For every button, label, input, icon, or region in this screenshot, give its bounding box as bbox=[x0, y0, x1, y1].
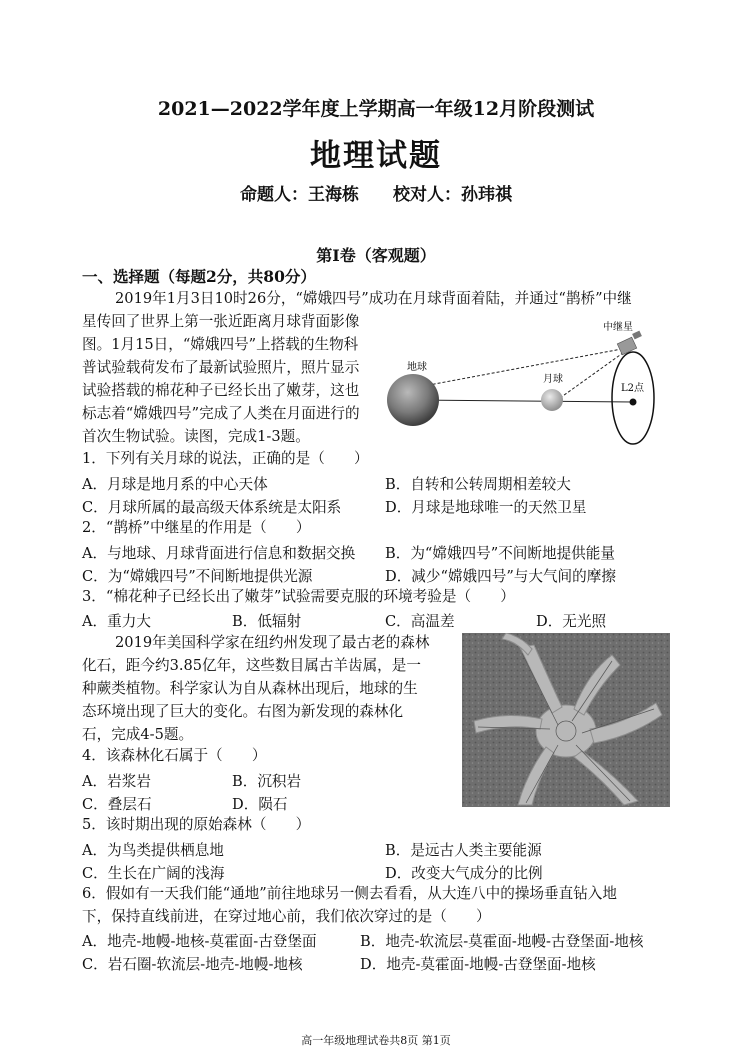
passage1-line: 普试验载荷发布了最新试验照片，照片显示 bbox=[82, 359, 360, 376]
question-stem: 4．该森林化石属于（ ） bbox=[82, 747, 267, 764]
option-a: A．月球是地月系的中心天体 bbox=[82, 476, 268, 493]
option-d: D．地壳-莫霍面-地幔-古登堡面-地核 bbox=[360, 956, 596, 973]
authors-line bbox=[0, 180, 752, 205]
option-c: C．岩石圈-软流层-地壳-地幔-地核 bbox=[82, 956, 303, 973]
setter-name: 命题人：王海栋 bbox=[240, 185, 360, 205]
earth-moon-relay-diagram bbox=[385, 318, 675, 448]
option-c: C．叠层石 bbox=[82, 796, 152, 813]
passage2-line: 化石，距今约3.85亿年，这些数目属古羊齿属，是一 bbox=[82, 657, 421, 674]
option-a: A．地壳-地幔-地核-莫霍面-古登堡面 bbox=[82, 933, 317, 950]
part-title: 第Ⅰ卷（客观题） bbox=[316, 246, 436, 265]
l2-label: L2点 bbox=[621, 383, 645, 394]
option-d: D．无光照 bbox=[536, 613, 607, 630]
subject-title: 地理试题 bbox=[310, 138, 442, 174]
passage2-line: 石，完成4-5题。 bbox=[82, 726, 194, 743]
option-c: C．为“嫦娥四号”不间断地提供光源 bbox=[82, 568, 313, 585]
option-b: B．地壳-软流层-莫霍面-地幔-古登堡面-地核 bbox=[360, 933, 644, 950]
option-d: D．减少“嫦娥四号”与大气间的摩擦 bbox=[385, 568, 616, 585]
question-stem-cont: 下，保持直线前进，在穿过地心前，我们依次穿过的是（ ） bbox=[82, 908, 491, 925]
passage1-line: 标志着“嫦娥四号”完成了人类在月面进行的 bbox=[82, 405, 360, 422]
option-c: C．高温差 bbox=[385, 613, 455, 630]
passage2-line: 态环境出现了巨大的变化。右图为新发现的森林化 bbox=[82, 703, 404, 720]
passage1-line: 首次生物试验。读图，完成1-3题。 bbox=[82, 428, 310, 445]
passage1-line: 2019年1月3日10时26分，“嫦娥四号”成功在月球背面着陆，并通过“鹊桥”中继 bbox=[115, 290, 632, 307]
moon-relay-link bbox=[560, 350, 627, 398]
option-d: D．月球是地球唯一的天然卫星 bbox=[385, 499, 587, 516]
earth-relay-link bbox=[413, 348, 627, 388]
question-stem: 5．该时期出现的原始森林（ ） bbox=[82, 816, 311, 833]
halo-orbit bbox=[612, 352, 654, 444]
exam-header: 2021—2022学年度上学期高一年级12月阶段测试 bbox=[157, 98, 595, 120]
checker-name: 校对人：孙玮祺 bbox=[392, 185, 512, 205]
option-b: B．为“嫦娥四号”不间断地提供能量 bbox=[385, 545, 615, 562]
option-d: D．改变大气成分的比例 bbox=[385, 865, 543, 882]
option-b: B．沉积岩 bbox=[232, 773, 302, 790]
question-stem: 2．“鹊桥”中继星的作用是（ ） bbox=[82, 519, 311, 536]
option-d: D．陨石 bbox=[232, 796, 288, 813]
option-b: B．低辐射 bbox=[232, 613, 302, 630]
option-a: A．与地球、月球背面进行信息和数据交换 bbox=[82, 545, 356, 562]
option-b: B．自转和公转周期相差较大 bbox=[385, 476, 571, 493]
l2-point-icon bbox=[630, 399, 637, 406]
passage1-line: 图。1月15日，“嫦娥四号”上搭载的生物科 bbox=[82, 336, 359, 353]
option-c: C．月球所属的最高级天体系统是太阳系 bbox=[82, 499, 342, 516]
moon-label: 月球 bbox=[543, 374, 563, 385]
section-title: 一、选择题（每题2分，共80分） bbox=[82, 267, 316, 286]
earth-l2-line bbox=[413, 400, 633, 402]
option-a: A．为鸟类提供栖息地 bbox=[82, 842, 224, 859]
question-stem: 6．假如有一天我们能“通地”前往地球另一侧去看看，从大连八中的操场垂直钻入地 bbox=[82, 885, 617, 902]
option-a: A．岩浆岩 bbox=[82, 773, 151, 790]
option-c: C．生长在广阔的浅海 bbox=[82, 865, 225, 882]
earth-icon bbox=[387, 374, 439, 426]
option-b: B．是远古人类主要能源 bbox=[385, 842, 542, 859]
relay-satellite-icon bbox=[617, 331, 642, 355]
earth-label: 地球 bbox=[407, 362, 427, 373]
question-stem: 3．“棉花种子已经长出了嫩芽”试验需要克服的环境考验是（ ） bbox=[82, 588, 515, 605]
passage1-line: 星传回了世界上第一张近距离月球背面影像 bbox=[82, 313, 360, 330]
page-footer: 高一年级地理试卷共8页 第1页 bbox=[301, 1034, 451, 1047]
question-stem: 1．下列有关月球的说法，正确的是（ ） bbox=[82, 450, 369, 467]
passage2-line: 2019年美国科学家在纽约州发现了最古老的森林 bbox=[115, 634, 430, 651]
moon-icon bbox=[541, 389, 563, 411]
relay-label: 中继星 bbox=[603, 322, 633, 333]
forest-fossil-photo bbox=[462, 633, 670, 807]
option-a: A．重力大 bbox=[82, 613, 151, 630]
passage1-line: 试验搭载的棉花种子已经长出了嫩芽，这也 bbox=[82, 382, 360, 399]
passage2-line: 种蕨类植物。科学家认为自从森林出现后，地球的生 bbox=[82, 680, 418, 697]
